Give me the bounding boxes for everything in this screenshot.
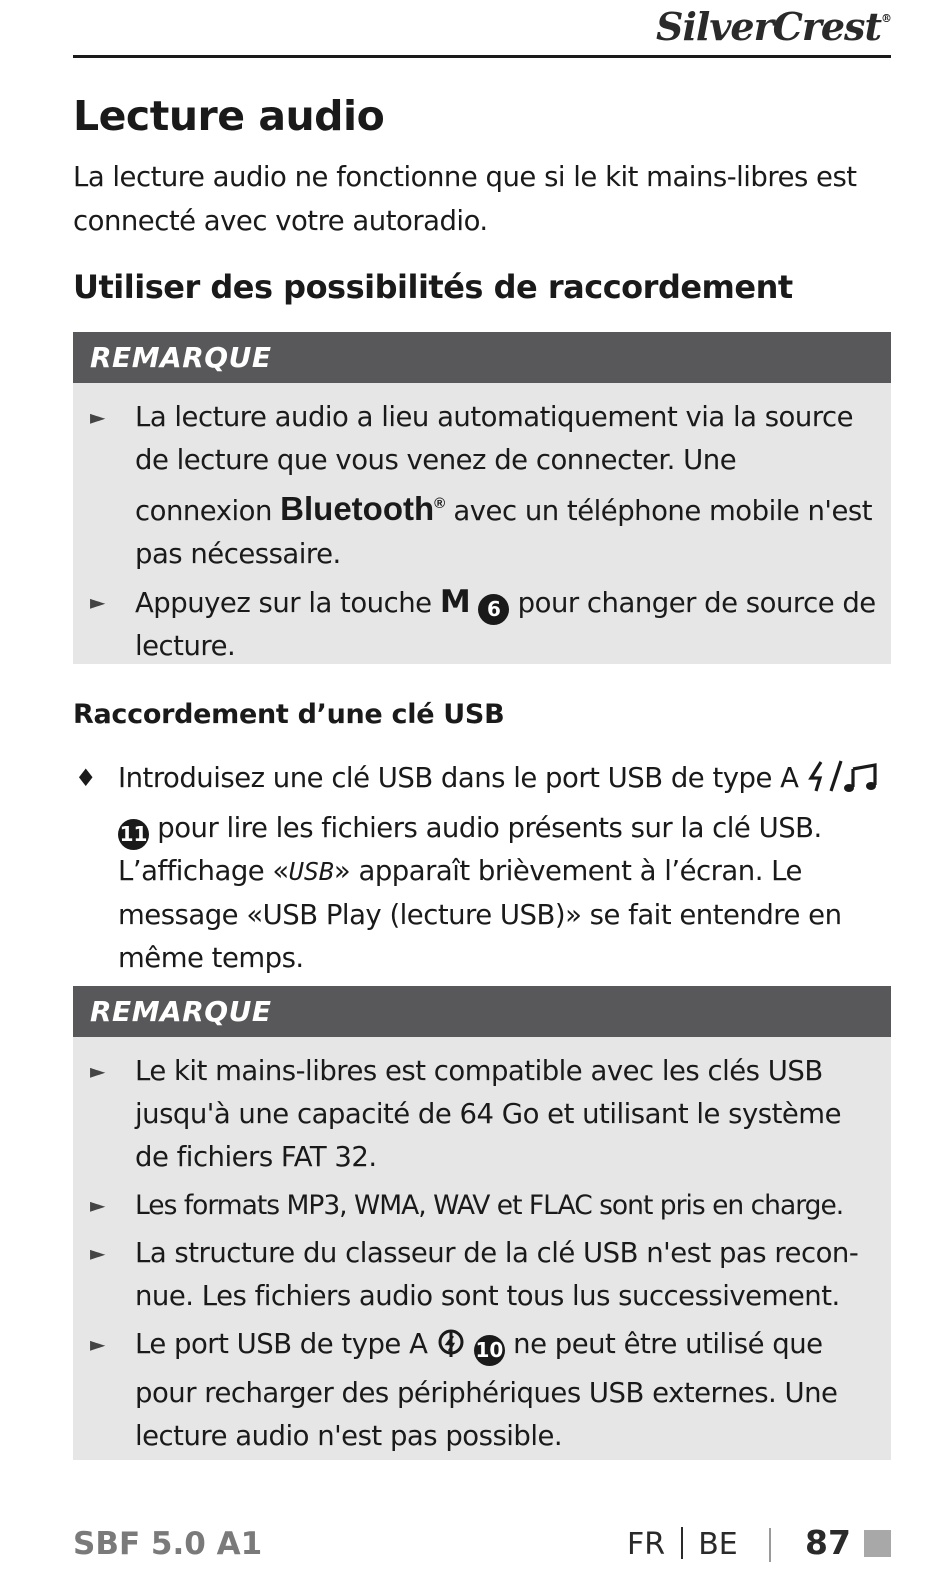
page-number: 87: [805, 1523, 851, 1562]
instruction-step: ♦ Introduisez une clé USB dans le port USB de type A 11 pour lire les fichiers audio présents sur la clé USB. L’affichage «USB» apparaît brièvement à l’écran. Le message «USB Play (lecture USB)» se fait entendre en même temps.: [73, 757, 918, 981]
callout-number: 6: [478, 594, 509, 625]
header-rule: [73, 55, 891, 58]
page-marker: [864, 1530, 891, 1557]
diamond-icon: ♦: [75, 764, 97, 792]
remark-item: ► Le kit mains-libres est compatible avec les clés USB jusqu'à une capacité de 64 Go et utilisant le système de fichiers FAT 32.: [73, 1050, 881, 1179]
bluetooth-wordmark: Bluetooth®: [280, 490, 446, 527]
charge-plug-icon: [436, 1329, 466, 1372]
footer-divider: [681, 1527, 683, 1559]
page-title: Lecture audio: [73, 92, 385, 140]
remark-box-2: [73, 986, 891, 1460]
remark-box-1: [73, 332, 891, 664]
footer-languages: FR BE: [627, 1527, 738, 1562]
intro-paragraph: La lecture audio ne fonctionne que si le kit mains-libres est connecté avec votre autoradio.: [73, 161, 857, 237]
callout-number: 10: [474, 1335, 505, 1366]
remark-item: ► Le port USB de type A 10 ne peut être utilisé que pour recharger des périphériques USB externes. Une lecture audio n'est pas possible.: [73, 1323, 881, 1458]
flash-music-icon: [807, 759, 881, 807]
remark-list: [73, 383, 891, 677]
remark-label: REMARQUE: [73, 332, 891, 383]
footer-divider: [769, 1528, 771, 1562]
lcd-display-text: USB: [288, 857, 334, 886]
remark-item: ► Les formats MP3, WMA, WAV et FLAC sont pris en charge.: [73, 1184, 881, 1227]
triangle-right-icon: ►: [90, 1332, 105, 1356]
triangle-right-icon: ►: [90, 405, 105, 429]
key-label: M: [439, 584, 471, 620]
section-heading: Utiliser des possibilités de raccordement: [73, 268, 793, 306]
triangle-right-icon: ►: [90, 1241, 105, 1265]
triangle-right-icon: ►: [90, 1193, 105, 1217]
subsection-heading: Raccordement d’une clé USB: [73, 699, 505, 730]
triangle-right-icon: ►: [90, 590, 105, 614]
callout-number: 11: [118, 819, 149, 850]
remark-item: ► La structure du classeur de la clé USB n'est pas reconnue. Les fichiers audio sont tous lus successivement.: [73, 1232, 881, 1318]
remark-item: ► Appuyez sur la touche M 6 pour changer de source de lecture.: [73, 581, 881, 668]
brand-logo: SilverCrest®: [656, 4, 891, 49]
triangle-right-icon: ►: [90, 1059, 105, 1083]
remark-label: REMARQUE: [73, 986, 891, 1037]
remark-list: [73, 1037, 891, 1467]
remark-item: ► La lecture audio a lieu automatiquement via la source de lecture que vous venez de connecter. Une connexion Bluetooth® avec un téléphone mobile n'est pas nécessaire.: [73, 396, 881, 576]
footer-model: SBF 5.0 A1: [73, 1526, 263, 1562]
